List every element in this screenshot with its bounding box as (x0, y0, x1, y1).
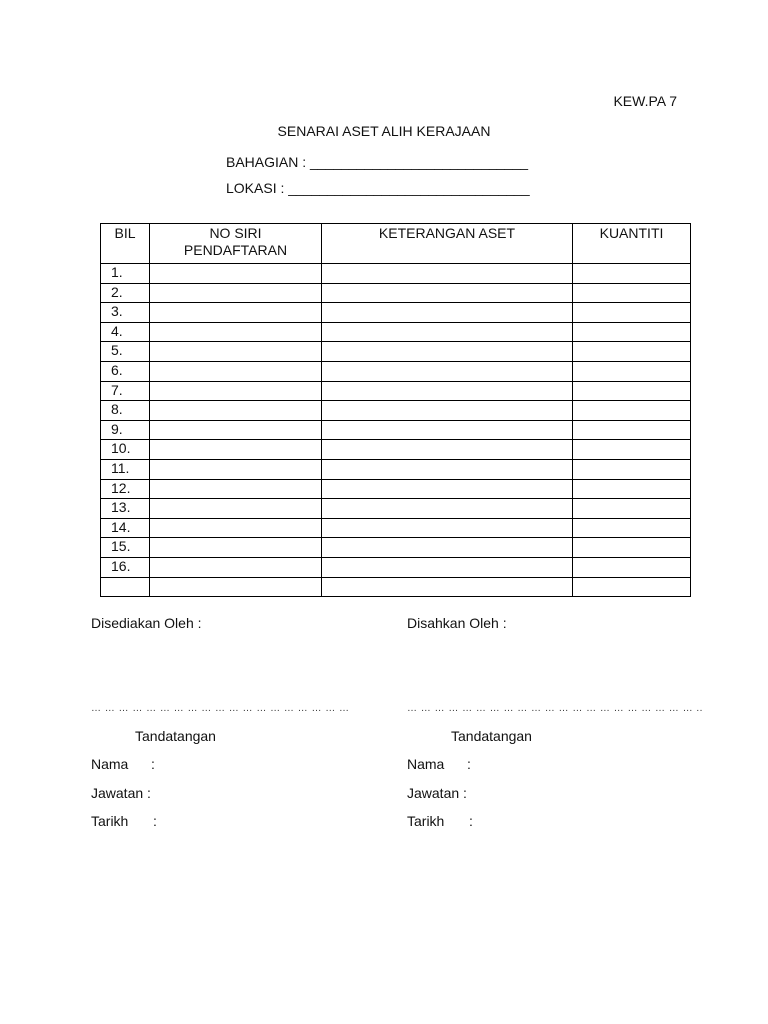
bil-cell: 1. (101, 264, 150, 284)
no-siri-cell (150, 401, 322, 421)
signature-label: Tandatangan (135, 728, 216, 744)
no-siri-cell (150, 557, 322, 577)
nama-field (407, 756, 471, 772)
nama-colon: : (467, 756, 471, 772)
bil-cell: 8. (101, 401, 150, 421)
no-siri-cell (150, 440, 322, 460)
form-title: SENARAI ASET ALIH KERAJAAN (277, 123, 491, 139)
no-siri-cell (150, 518, 322, 538)
bil-cell: 12. (101, 479, 150, 499)
bil-cell: 9. (101, 420, 150, 440)
keterangan-cell (322, 538, 573, 558)
column-header-line: PENDAFTARAN (183, 242, 288, 258)
asset-table (100, 223, 691, 597)
no-siri-cell (150, 479, 322, 499)
approved-by-heading: Disahkan Oleh : (407, 615, 507, 631)
tarikh-field (91, 813, 157, 829)
table-row (101, 459, 691, 479)
bil-cell: 16. (101, 557, 150, 577)
keterangan-cell (322, 303, 573, 323)
kuantiti-cell (573, 283, 691, 303)
no-siri-cell (150, 264, 322, 284)
tarikh-field (407, 813, 473, 829)
kuantiti-cell (573, 459, 691, 479)
no-siri-cell (150, 459, 322, 479)
bil-cell: 13. (101, 499, 150, 519)
form-code: KEW.PA 7 (613, 93, 677, 109)
keterangan-cell (322, 518, 573, 538)
nama-label: Nama (91, 756, 129, 772)
column-header-bil (101, 224, 150, 264)
kuantiti-cell (573, 322, 691, 342)
column-header-line: KETERANGAN ASET (378, 225, 516, 241)
no-siri-cell (150, 381, 322, 401)
no-siri-cell (150, 361, 322, 381)
keterangan-cell (322, 440, 573, 460)
kuantiti-cell (573, 440, 691, 460)
column-header-line: KUANTITI (599, 225, 664, 241)
tarikh-label: Tarikh (91, 813, 129, 829)
keterangan-cell (322, 361, 573, 381)
table-row (101, 361, 691, 381)
prepared-by-heading: Disediakan Oleh : (91, 615, 202, 631)
signature-line: … … … … … … … … … … … … … … … … … … … (91, 703, 350, 714)
tarikh-colon: : (153, 813, 157, 829)
table-row (101, 420, 691, 440)
keterangan-cell (322, 459, 573, 479)
keterangan-cell (322, 322, 573, 342)
bil-cell (101, 577, 150, 597)
tarikh-label: Tarikh (407, 813, 445, 829)
table-row (101, 401, 691, 421)
tarikh-colon: : (469, 813, 473, 829)
keterangan-cell (322, 342, 573, 362)
signature-line: … … … … … … … … … … … … … … … … … … … … … .. (407, 703, 703, 714)
keterangan-cell (322, 381, 573, 401)
no-siri-cell (150, 577, 322, 597)
table-row (101, 381, 691, 401)
kuantiti-cell (573, 518, 691, 538)
kuantiti-cell (573, 577, 691, 597)
column-header-no-siri (150, 224, 322, 264)
kuantiti-cell (573, 401, 691, 421)
column-header-line: BIL (114, 225, 136, 241)
bil-cell: 5. (101, 342, 150, 362)
table-row (101, 342, 691, 362)
bil-cell: 14. (101, 518, 150, 538)
signature-label: Tandatangan (451, 728, 532, 744)
no-siri-cell (150, 420, 322, 440)
column-header-keterangan (322, 224, 573, 264)
jawatan-field: Jawatan : (91, 785, 151, 801)
column-header-line: NO SIRI (209, 225, 262, 241)
kuantiti-cell (573, 342, 691, 362)
kuantiti-cell (573, 361, 691, 381)
table-row (101, 322, 691, 342)
no-siri-cell (150, 342, 322, 362)
kuantiti-cell (573, 420, 691, 440)
no-siri-cell (150, 322, 322, 342)
nama-label: Nama (407, 756, 445, 772)
keterangan-cell (322, 401, 573, 421)
table-row (101, 499, 691, 519)
bil-cell: 10. (101, 440, 150, 460)
keterangan-cell (322, 420, 573, 440)
bil-cell: 11. (101, 459, 150, 479)
table-row (101, 577, 691, 597)
no-siri-cell (150, 283, 322, 303)
keterangan-cell (322, 479, 573, 499)
table-row (101, 440, 691, 460)
nama-colon: : (151, 756, 155, 772)
no-siri-cell (150, 538, 322, 558)
kuantiti-cell (573, 303, 691, 323)
kuantiti-cell (573, 499, 691, 519)
bil-cell: 6. (101, 361, 150, 381)
table-row (101, 283, 691, 303)
table-row (101, 557, 691, 577)
bil-cell: 2. (101, 283, 150, 303)
kuantiti-cell (573, 557, 691, 577)
table-row (101, 518, 691, 538)
column-header-kuantiti (573, 224, 691, 264)
table-header-row (101, 224, 691, 264)
bil-cell: 4. (101, 322, 150, 342)
table-row (101, 303, 691, 323)
lokasi-field: LOKASI : _______________________________ (226, 180, 530, 196)
kuantiti-cell (573, 264, 691, 284)
table-row (101, 264, 691, 284)
bahagian-field: BAHAGIAN : ____________________________ (226, 154, 529, 170)
keterangan-cell (322, 577, 573, 597)
keterangan-cell (322, 283, 573, 303)
kuantiti-cell (573, 538, 691, 558)
kuantiti-cell (573, 479, 691, 499)
bil-cell: 7. (101, 381, 150, 401)
kuantiti-cell (573, 381, 691, 401)
table-row (101, 479, 691, 499)
nama-field (91, 756, 155, 772)
keterangan-cell (322, 499, 573, 519)
no-siri-cell (150, 499, 322, 519)
jawatan-field: Jawatan : (407, 785, 467, 801)
keterangan-cell (322, 264, 573, 284)
no-siri-cell (150, 303, 322, 323)
bil-cell: 3. (101, 303, 150, 323)
table-row (101, 538, 691, 558)
keterangan-cell (322, 557, 573, 577)
bil-cell: 15. (101, 538, 150, 558)
